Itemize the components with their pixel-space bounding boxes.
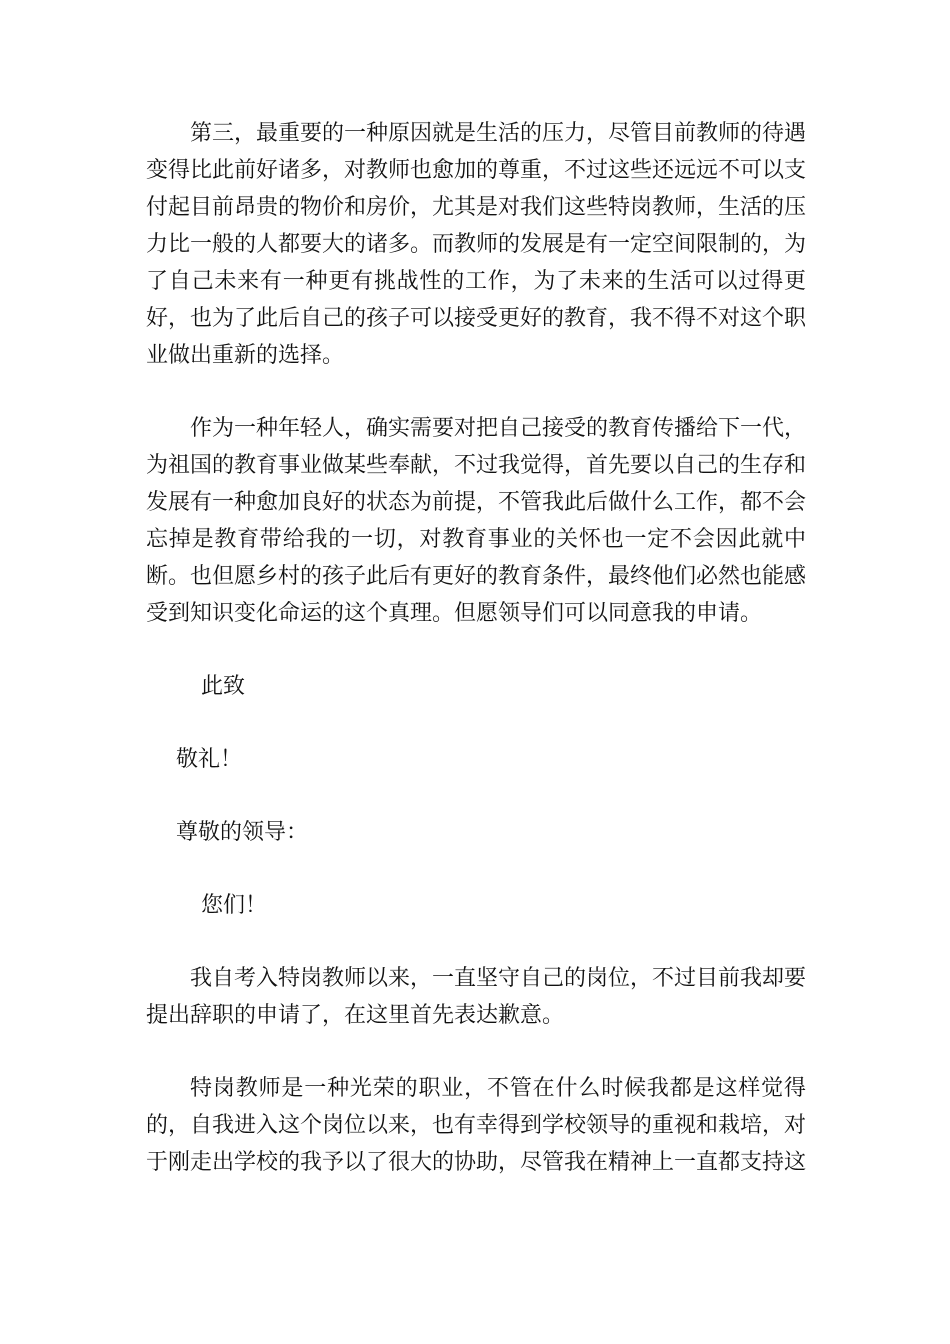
paragraph-young-person: 作为一种年轻人，确实需要对把自己接受的教育传播给下一代，为祖国的教育事业做某些奉献，不过我觉得，首先要以自己的生存和发展有一种愈加良好的状态为前提，不管我此后做什么工作，都不会忘掉是教育带给我的一切，对教育事业的关怀也一定不会因此就中断。也但愿乡村的孩子此后有更好的教育条件，最终他们必然也能感受到知识变化命运的这个真理。但愿领导们可以同意我的申请。 xyxy=(146,416,807,626)
closing-regards: 此致 xyxy=(201,674,246,699)
paragraph-pressure: 第三，最重要的一种原因就是生活的压力，尽管目前教师的待遇变得比此前好诸多，对教师也愈加的尊重，不过这些还远远不可以支付起目前昂贵的物价和房价，尤其是对我们这些特岗教师，生活的压力比一般的人都要大的诸多。而教师的发展是有一定空间限制的，为了自己未来有一种更有挑战性的工作，为了未来的生活可以过得更好，也为了此后自己的孩子可以接受更好的教育，我不得不对这个职业做出重新的选择。 xyxy=(146,121,807,368)
closing-salute: 敬礼！ xyxy=(176,747,243,772)
paragraph-honor: 特岗教师是一种光荣的职业，不管在什么时候我都是这样觉得的，自我进入这个岗位以来，也有幸得到学校领导的重视和栽培，对于刚走出学校的我予以了很大的协助，尽管我在精神上一直都支持这 xyxy=(146,1076,807,1175)
paragraph-resignation: 我自考入特岗教师以来，一直坚守自己的岗位，不过目前我却要提出辞职的申请了，在这里首先表达歉意。 xyxy=(146,966,807,1028)
letter-salutation: 尊敬的领导： xyxy=(176,820,309,845)
letter-greeting: 您们！ xyxy=(201,893,268,918)
document-body xyxy=(146,115,806,1217)
